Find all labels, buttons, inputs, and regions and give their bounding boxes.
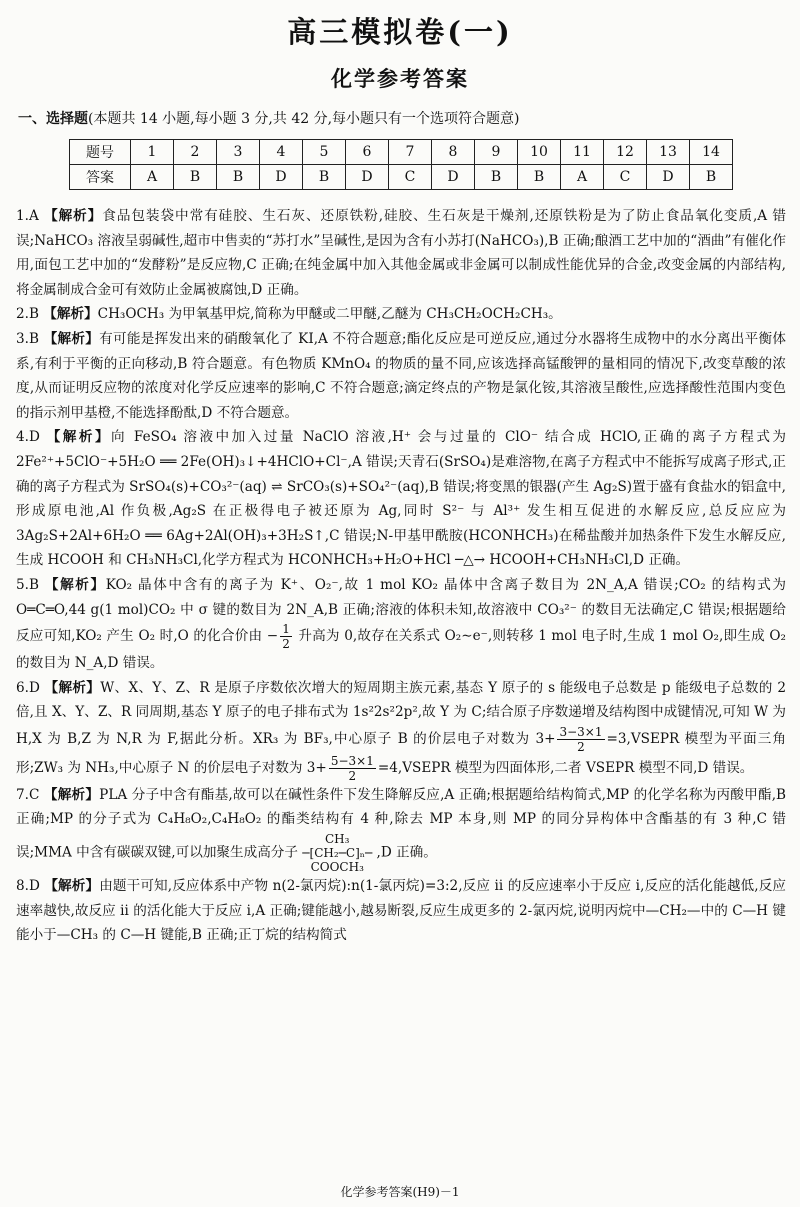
item-number: 7.C [16,786,40,803]
analysis-tag: 【解析】 [44,679,101,696]
question-number-cell: 9 [475,140,518,165]
answer-table-row-number [70,140,733,165]
fraction [557,725,604,754]
explanation-item [16,204,786,302]
answer-cell: C [604,165,647,190]
item-number: 3.B [16,330,39,347]
analysis-tag: 【解析】 [44,208,103,224]
explanation-item [16,874,786,948]
fraction-denominator: 2 [282,637,290,652]
explanation-text: 向 FeSO₄ 溶液中加入过量 NaClO 溶液,H⁺ 会与过量的 ClO⁻ 结合成 HClO,正确的离子方程式为 2Fe²⁺+5ClO⁻+5H₂O ══ 2Fe(OH)₃↓+4HClO+Cl⁻,A 错误;天青石(SrSO₄)是难溶物,在离子方程式中不能拆写成离子形式,正确的离子方程式为 SrSO₄(s)+CO₃²⁻(aq) ⇌ SrCO₃(s)+SO₄²⁻(aq),B 错误;将变黑的银器(产生 Ag₂S)置于盛有食盐水的铝盒中,形成原电池,Al 作负极,Ag₂S 在正极得电子被还原为 Ag,同时 S²⁻ 与 Al³⁺ 发生相互促进的水解反应,总反应应为 3Ag₂S+2Al+6H₂O ══ 6Ag+2Al(OH)₃+3H₂S↑,C 错误;N-甲基甲酰胺(HCONHCH₃)在稀盐酸并加热条件下发生水解反应,生成 HCOOH 和 CH₃NH₃Cl,化学方程式为 HCONHCH₃+H₂O+HCl ─△→ HCOOH+CH₃NH₃Cl,D 正确。 [16,429,786,569]
analysis-tag: 【解析】 [46,429,112,446]
analysis-tag: 【解析】 [43,786,100,803]
explanation-text: ,D 正确。 [372,844,437,861]
fraction-numerator: 3−3×1 [559,724,603,739]
question-number-cell: 4 [260,140,303,165]
fraction [280,622,292,651]
explanation-item [16,783,786,874]
row-label-number: 题号 [70,140,131,165]
fraction-denominator: 2 [577,739,585,754]
explanation-item [16,425,786,573]
item-number: 2.B [16,306,39,323]
answer-cell: B [174,165,217,190]
answer-cell: B [217,165,260,190]
item-number: 6.D [16,679,40,696]
answer-cell: A [131,165,174,190]
structure-bottom: COOCH₃ [310,860,364,875]
question-number-cell: 12 [604,140,647,165]
analysis-tag: 【解析】 [43,330,100,347]
question-number-cell: 7 [389,140,432,165]
question-number-cell: 10 [518,140,561,165]
answer-cell: B [690,165,733,190]
answer-table [69,139,733,190]
question-number-cell: 8 [432,140,475,165]
explanation-text: 有可能是挥发出来的硝酸氧化了 KI,A 不符合题意;酯化反应是可逆反应,通过分水器将生成物中的水分离出平衡体系,有利于平衡的正向移动,B 符合题意。有色物质 KMnO₄ 的物质的量不同,应该选择高锰酸钾的量相同的情况下,改变草酸的浓度,从而证明反应物的浓度对化学反应速率的影响,C 不符合题意;滴定终点的产物是氯化铵,其溶液呈酸性,应选择酸性范围内变色的指示剂甲基橙,不能选择酚酞,D 不符合题意。 [16,330,787,421]
answer-cell: D [432,165,475,190]
question-number-cell: 3 [217,140,260,165]
explanations-list [16,204,786,948]
analysis-tag: 【解析】 [43,306,98,323]
section-note: (本题共 14 小题,每小题 3 分,共 42 分,每小题只有一个选项符合题意) [88,111,520,127]
question-number-cell: 1 [131,140,174,165]
item-number: 1.A [16,208,39,224]
explanation-text: KO₂ 晶体中含有的离子为 K⁺、O₂⁻,故 1 mol KO₂ 晶体中含离子数目为 2N_A,A 错误;CO₂ 的结构式为 O═C═O,44 g(1 mol)CO₂ 中 σ 键的数目为 2N_A,B 正确;溶液的体积未知,故溶液中 CO₃²⁻ 的数目无法确定,C 错误;根据题给反应可知,KO₂ 产生 O₂ 时,O 的化合价由 − [16,576,786,645]
answer-cell: A [561,165,604,190]
question-number-cell: 2 [174,140,217,165]
item-number: 5.B [16,576,39,593]
explanation-item [16,302,786,327]
section-heading [18,108,520,128]
polymer-structure [302,832,372,874]
explanation-text: 食品包装袋中常有硅胶、生石灰、还原铁粉,硅胶、生石灰是干燥剂,还原铁粉是为了防止食品氧化变质,A 错误;NaHCO₃ 溶液呈弱碱性,超市中售卖的“苏打水”呈碱性,是因为含有小苏打(NaHCO₃),B 正确;酿酒工艺中加的“酒曲”有催化作用,面包工艺中加的“发酵粉”是反应物,C 正确;在纯金属中加入其他金属或非金属可以制成性能优异的合金,改变金属的内部结构,将金属制成合金可有效防止金属被腐蚀,D 正确。 [16,208,786,298]
explanation-item [16,327,786,425]
row-label-answer: 答案 [70,165,131,190]
structure-main: ─[CH₂─C]ₙ─ [302,846,373,861]
fraction-numerator: 1 [282,622,290,637]
fraction-numerator: 5−3×1 [330,753,374,768]
explanation-item [16,676,786,783]
structure-top: CH₃ [325,832,350,847]
section-label: 一、选择题 [18,111,88,127]
page-footer: 化学参考答案(H9)－1 [340,1185,460,1199]
explanation-text: W、X、Y、Z、R 是原子序数依次增大的短周期主族元素,基态 Y 原子的 s 能级电子总数是 p 能级电子总数的 2 倍,且 X、Y、Z、R 同周期,基态 Y 原子的电子排布式为 1s²2s²2p²,故 Y 为 C;结合原子序数递增及结构图中成键情况,可知 W 为 H,X 为 B,Z 为 N,R 为 F,据此分析。XR₃ 为 BF₃,中心原子 B 的价层电子对数为 3+ [16,679,786,747]
explanation-text: =4,VSEPR 模型为四面体形,二者 VSEPR 模型不同,D 错误。 [377,759,754,776]
fraction [329,754,376,783]
question-number-cell: 13 [647,140,690,165]
answer-cell: B [518,165,561,190]
item-number: 4.D [16,429,40,446]
explanation-text: CH₃OCH₃ 为甲氧基甲烷,简称为甲醚或二甲醚,乙醚为 CH₃CH₂OCH₂CH₃。 [97,306,562,323]
page-title: 高三模拟卷(一) [287,15,513,49]
answer-table-row-answer [70,165,733,190]
answer-cell: B [303,165,346,190]
answer-cell: B [475,165,518,190]
analysis-tag: 【解析】 [44,576,106,593]
answer-cell: D [647,165,690,190]
answer-cell: D [346,165,389,190]
analysis-tag: 【解析】 [44,878,100,895]
explanation-item [16,573,786,676]
fraction-denominator: 2 [348,768,357,783]
page-subtitle: 化学参考答案 [331,66,469,91]
question-number-cell: 14 [690,140,733,165]
question-number-cell: 6 [346,140,389,165]
explanation-text: 升高为 0,故存在关系式 O₂∼e⁻,则转移 1 mol 电子时,生成 1 mol O₂,即生成 O₂ 的数目为 N_A,D 错误。 [16,628,786,672]
question-number-cell: 11 [561,140,604,165]
explanation-text: 由题干可知,反应体系中产物 n(2-氯丙烷):n(1-氯丙烷)=3:2,反应 ⅱ 的反应速率小于反应 ⅰ,反应的活化能越低,反应速率越快,故反应 ⅱ 的活化能大于反应 ⅰ,A 正确;键能越小,越易断裂,反应生成更多的 2-氯丙烷,说明丙烷中—CH₂—中的 C—H 键能小于—CH₃ 的 C—H 键能,B 正确;正丁烷的结构简式 [16,878,787,944]
answer-cell: D [260,165,303,190]
answer-cell: C [389,165,432,190]
item-number: 8.D [16,878,40,895]
question-number-cell: 5 [303,140,346,165]
explanation-text: PLA 分子中含有酯基,故可以在碱性条件下发生降解反应,A 正确;根据题给结构简式,MP 的化学名称为丙酸甲酯,B 正确;MP 的分子式为 C₄H₈O₂,C₄H₈O₂ 的酯类结构有 4 种,除去 MP 本身,则 MP 的同分异构体中含酯基的有 3 种,C 错误;MMA 中含有碳碳双键,可以加聚生成高分子 [16,786,787,861]
explanation-text: =3,VSEPR 模型为平面三角形;ZW₃ 为 NH₃,中心原子 N 的价层电子对数为 3+ [16,730,786,776]
